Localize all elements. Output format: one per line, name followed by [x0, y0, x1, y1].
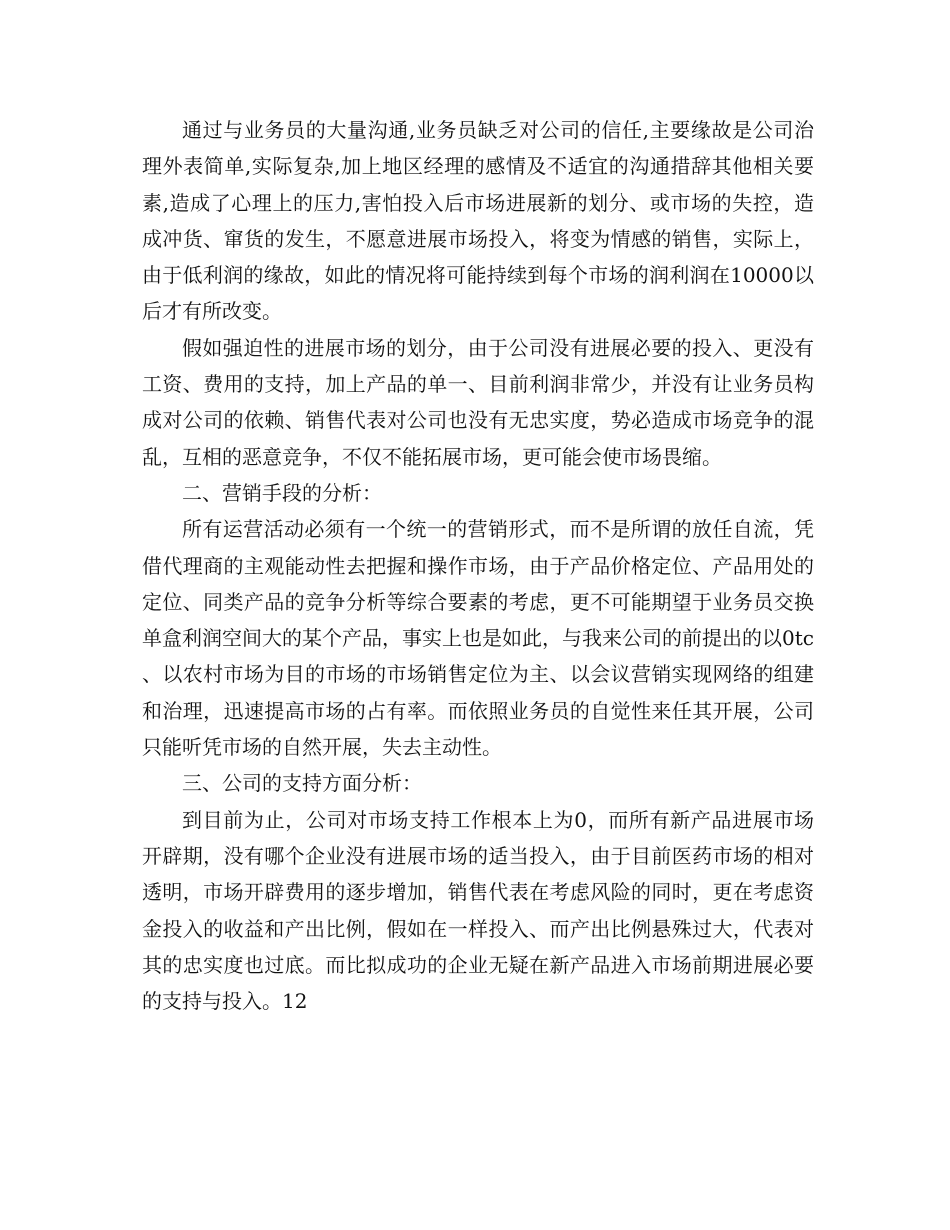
paragraph-support-analysis: 到目前为止，公司对市场支持工作根本上为0，而所有新产品进展市场开辟期，没有哪个企业没有进展市场的适当投入，由于目前医药市场的相对透明，市场开辟费用的逐步增加，销售代表在考虑风险的同时，更在考虑资金投入的收益和产出比例，假如在一样投入、而产出比例悬殊过大，代表对其的忠实度也过底。而比拟成功的企业无疑在新产品进入市场前期进展必要的支持与投入。12: [142, 807, 814, 1014]
paragraph-marketing-analysis: 所有运营活动必须有一个统一的营销形式，而不是所谓的放任自流，凭借代理商的主观能动性去把握和操作市场，由于产品价格定位、产品用处的定位、同类产品的竞争分析等综合要素的考虑，更不可能期望于业务员交换单盒利润空间大的某个产品，事实上也是如此，与我来公司的前提出的以0tc、以农村市场为目的市场的市场销售定位为主、以会议营销实现网络的组建和治理，迅速提高市场的占有率。而依照业务员的自觉性来任其开展，公司只能听凭市场的自然开展，失去主动性。: [142, 517, 814, 760]
document-body: [142, 112, 814, 1019]
section-heading-marketing: 二、营销手段的分析：: [182, 480, 382, 505]
paragraph-trust-analysis: 通过与业务员的大量沟通,业务员缺乏对公司的信任,主要缘故是公司治理外表简单,实际复杂,加上地区经理的感情及不适宜的沟通措辞其他相关要素,造成了心理上的压力,害怕投入后市场进展新的划分、或市场的失控，造成冲货、窜货的发生，不愿意进展市场投入，将变为情感的销售，实际上，由于低利润的缘故，如此的情况将可能持续到每个市场的润利润在10000以后才有所改变。: [142, 118, 814, 324]
section-heading-support: 三、公司的支持方面分析：: [182, 771, 422, 796]
paragraph-market-division: 假如强迫性的进展市场的划分，由于公司没有进展必要的投入、更没有工资、费用的支持，加上产品的单一、目前利润非常少，并没有让业务员构成对公司的依赖、销售代表对公司也没有无忠实度，势必造成市场竞争的混乱，互相的恶意竞争，不仅不能拓展市场，更可能会使市场畏缩。: [142, 335, 814, 469]
